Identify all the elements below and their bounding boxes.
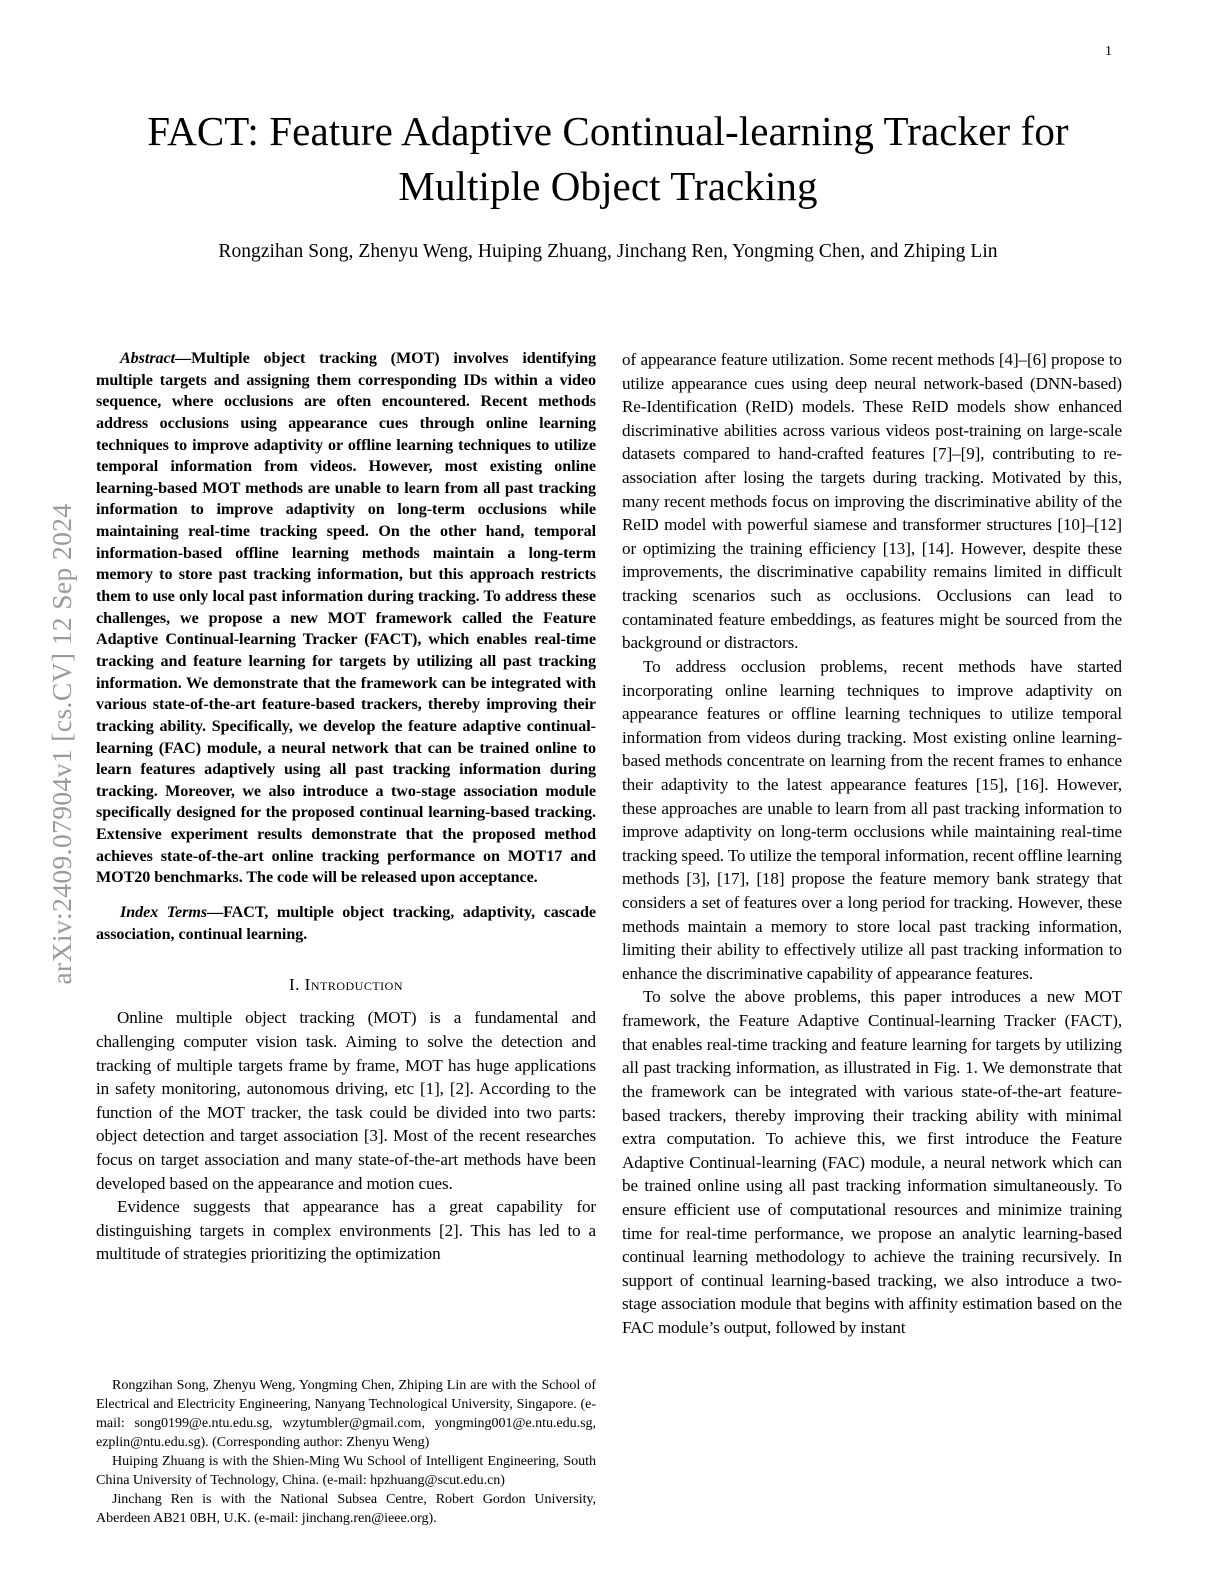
page-title: FACT: Feature Adaptive Continual-learning Tracker for Multiple Object Tracking: [147, 108, 1069, 209]
index-terms-paragraph: [96, 902, 596, 945]
body-columns: [96, 348, 1122, 1528]
index-terms-dash: —: [207, 904, 224, 922]
section-name: Introduction: [304, 975, 403, 995]
index-terms-text: FACT, multiple object tracking, adaptivity, cascade association, continual learning.: [96, 904, 596, 943]
paragraph: Evidence suggests that appearance has a great capability for distinguishing targets in complex environments [2]. This has led to a multitude of strategies prioritizing the optimization: [96, 1197, 596, 1264]
abstract-label: Abstract: [120, 350, 176, 367]
column-right: [622, 348, 1122, 1528]
title-block: [96, 104, 1120, 264]
paragraph: To solve the above problems, this paper introduces a new MOT framework, the Feature Adaptive Continual-learning Tracker (FACT), that enables real-time tracking and feature learning for targets by utilizing all past tracking information, as illustrated in Fig. 1. We demonstrate that the framework can be integrated with various state-of-the-art feature-based trackers, thereby improving their tracking ability with minimal extra computation. To achieve this, we first introduce the Feature Adaptive Continual-learning (FAC) module, a neural network which can be trained online using all past tracking information simultaneously. To ensure efficient use of computational resources and minimize training time for real-time performance, we propose an analytic learning-based continual learning methodology to achieve the training recursively. In support of continual learning-based tracking, we also introduce a two-stage association module that begins with affinity estimation based on the FAC module’s output, followed by instant: [622, 987, 1122, 1337]
arxiv-stamp: arXiv:2409.07904v1 [cs.CV] 12 Sep 2024: [46, 503, 77, 985]
paragraph: To address occlusion problems, recent methods have started incorporating online learning techniques to improve adaptivity on appearance features or offline learning techniques to utilize temporal information from videos during tracking. Most existing online learning-based methods concentrate on learning from the recent frames to enhance their adaptivity to the latest appearance features [15], [16]. However, these approaches are unable to learn from all past tracking information to improve adaptivity on long-term occlusions while maintaining real-time tracking speed. To utilize the temporal information, recent offline learning methods [3], [17], [18] propose the feature memory bank strategy that considers a set of features over a long period for tracking. However, these methods maintain a memory to store local past tracking information, limiting their ability to effectively utilize all past tracking information to enhance the discriminative capability of appearance features.: [622, 656, 1122, 983]
page-number: 1: [1105, 44, 1112, 59]
abstract-text: Multiple object tracking (MOT) involves identifying multiple targets and assigning them corresponding IDs within a video sequence, where occlusions are often encountered. Recent methods address occlusions using appearance cues through online learning techniques to improve adaptivity or offline learning techniques to utilize temporal information from videos. However, most existing online learning-based MOT methods are unable to learn from all past tracking information to improve adaptivity on long-term occlusions while maintaining real-time tracking speed. On the other hand, temporal information-based offline learning methods maintain a long-term memory to store past tracking information, but this approach restricts them to use only local past information during tracking. To address these challenges, we propose a new MOT framework called the Feature Adaptive Continual-learning Tracker (FACT), which enables real-time tracking and feature learning for targets by utilizing all past tracking information. We demonstrate that the framework can be integrated with various state-of-the-art feature-based trackers, thereby improving their tracking ability. Specifically, we develop the feature adaptive continual-learning (FAC) module, a neural network that can be trained online to learn features adaptively using all past tracking information during tracking. Moreover, we also introduce a two-stage association module specifically designed for the proposed continual learning-based tracking. Extensive experiment results demonstrate that the proposed method achieves state-of-the-art online tracking performance on MOT17 and MOT20 benchmarks. The code will be released upon acceptance.: [96, 350, 596, 887]
footnote-block: [96, 1376, 596, 1528]
paragraph: Online multiple object tracking (MOT) is a fundamental and challenging computer vision task. Aiming to solve the detection and tracking of multiple targets frame by frame, MOT has huge applications in safety monitoring, autonomous driving, etc [1], [2]. According to the function of the MOT tracker, the task could be divided into two parts: object detection and target association [3]. Most of the recent researches focus on target association and many state-of-the-art methods have been developed based on the appearance and motion cues.: [96, 1008, 596, 1193]
paragraph: of appearance feature utilization. Some recent methods [4]–[6] propose to utilize appearance cues using deep neural network-based (DNN-based) Re-Identification (ReID) models. These ReID models show enhanced discriminative abilities across various videos post-training on large-scale datasets compared to hand-crafted features [7]–[9], contributing to re-association after losing the targets during tracking. Motivated by this, many recent methods focus on improving the discriminative ability of the ReID model with powerful siamese and transformer structures [10]–[12] or optimizing the training efficiency [13], [14]. However, despite these improvements, the discriminative capability remains limited in difficult tracking scenarios such as occlusions. Occlusions can lead to contaminated feature embeddings, as features might be sourced from the background or distractors.: [622, 350, 1122, 653]
section-numeral: I.: [289, 975, 300, 995]
author-list: Rongzihan Song, Zhenyu Weng, Huiping Zhuang, Jinchang Ren, Yongming Chen, and Zhiping Lin: [218, 241, 998, 263]
footnote: Jinchang Ren is with the National Subsea Centre, Robert Gordon University, Aberdeen AB21 0BH, U.K. (e-mail: jinchang.ren@ieee.org).: [96, 1491, 596, 1527]
section-heading-introduction: [96, 975, 596, 995]
footnote: Huiping Zhuang is with the Shien-Ming Wu School of Intelligent Engineering, South China University of Technology, China. (e-mail: hpzhuang@scut.edu.cn): [96, 1453, 596, 1489]
abstract-dash: —: [175, 350, 192, 367]
abstract-paragraph: [96, 348, 596, 889]
column-left: [96, 348, 596, 1528]
footnote: Rongzihan Song, Zhenyu Weng, Yongming Chen, Zhiping Lin are with the School of Electrical and Electricity Engineering, Nanyang Technological University, Singapore. (e-mail: song0199@e.ntu.edu.sg, wzytumbler@gmail.com, yongming001@e.ntu.edu.sg, ezplin@ntu.edu.sg). (Corresponding author: Zhenyu Weng): [96, 1377, 596, 1451]
index-terms-label: Index Terms: [120, 904, 208, 922]
